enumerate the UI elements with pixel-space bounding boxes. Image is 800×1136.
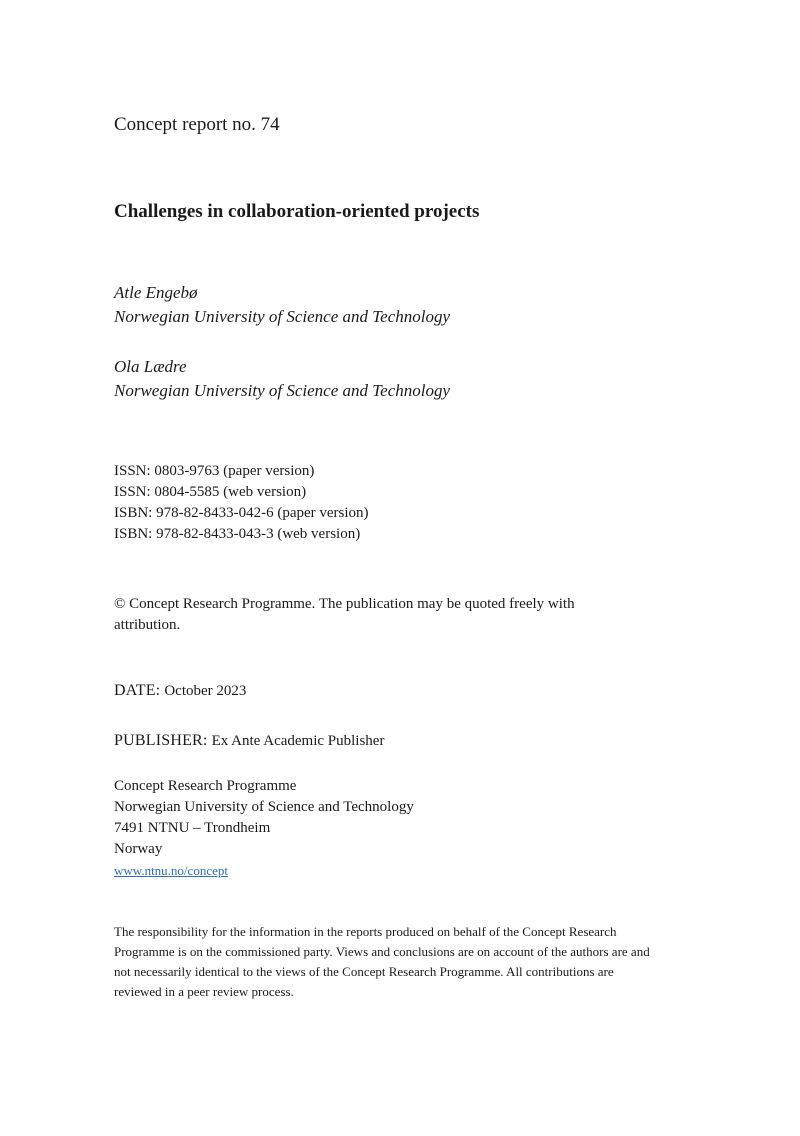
address-line: Concept Research Programme: [114, 778, 297, 794]
author-affiliation: Norwegian University of Science and Technology: [114, 381, 451, 400]
website-link[interactable]: www.ntnu.no/concept: [114, 863, 228, 878]
author-block: [114, 355, 450, 403]
publisher-line: [114, 730, 384, 752]
report-number: Concept report no. 74: [114, 114, 280, 135]
date-label: DATE:: [114, 682, 161, 699]
date-line: [114, 680, 246, 702]
identifier-list: [114, 461, 369, 545]
address-block: [114, 776, 414, 882]
date-value: October 2023: [164, 683, 247, 699]
identifier-line: ISSN: 0803-9763 (paper version): [114, 463, 315, 479]
publisher-label: PUBLISHER:: [114, 732, 208, 749]
identifier-line: ISBN: 978-82-8433-042-6 (paper version): [114, 505, 369, 521]
report-title: Challenges in collaboration-oriented projects: [114, 201, 480, 222]
author-affiliation: Norwegian University of Science and Technology: [114, 307, 451, 326]
identifier-line: ISBN: 978-82-8433-043-3 (web version): [114, 526, 361, 542]
disclaimer-text: The responsibility for the information in the reports produced on behalf of the Concept Research Programme is on the commissioned party. Views and conclusions are on account of the authors are and not necessarily identical to the views of the Concept Research Programme. All contributions are reviewed in a peer review process.: [114, 924, 650, 999]
address-line: Norwegian University of Science and Technology: [114, 799, 414, 815]
author-name: Atle Engebø: [114, 283, 198, 302]
copyright-notice: © Concept Research Programme. The publication may be quoted freely with attribution.: [114, 596, 575, 633]
address-line: Norway: [114, 841, 163, 857]
link-container: [114, 860, 414, 882]
identifier-line: ISSN: 0804-5585 (web version): [114, 484, 307, 500]
publisher-value: Ex Ante Academic Publisher: [211, 733, 385, 749]
author-name: Ola Lædre: [114, 357, 187, 376]
author-block: [114, 281, 450, 329]
address-line: 7491 NTNU – Trondheim: [114, 820, 271, 836]
